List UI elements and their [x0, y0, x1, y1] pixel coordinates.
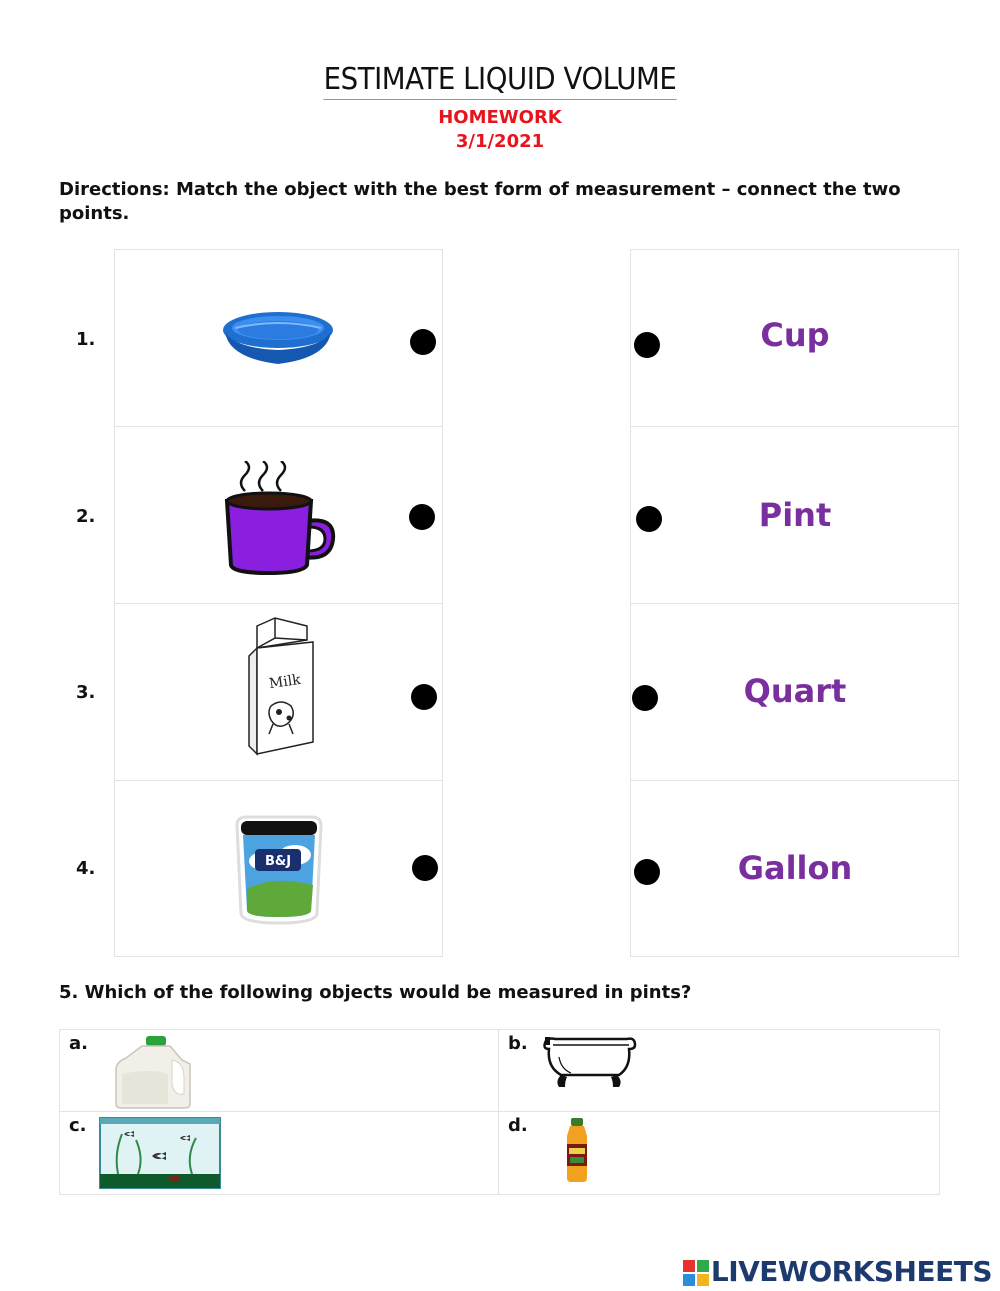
object-cell-2 [115, 427, 442, 604]
liveworksheets-mark-icon [683, 1260, 709, 1286]
milk-carton-icon [245, 616, 319, 758]
option-a[interactable] [60, 1030, 499, 1112]
option-d[interactable] [499, 1112, 939, 1194]
option-c-label: c. [69, 1115, 87, 1136]
milk-carton-label: Milk [268, 671, 302, 693]
row-number-4: 4. [76, 858, 96, 879]
option-b[interactable] [499, 1030, 939, 1112]
juice-bottle-icon [561, 1116, 593, 1184]
left-connect-point-2[interactable] [409, 504, 435, 530]
left-connect-point-1[interactable] [410, 329, 436, 355]
directions-text: Directions: Match the object with the best form of measurement – connect the two points. [59, 179, 901, 224]
option-c[interactable] [60, 1112, 499, 1194]
measurement-quart: Quart [743, 672, 847, 710]
option-b-label: b. [508, 1033, 528, 1054]
option-d-label: d. [508, 1115, 528, 1136]
aquarium-icon [98, 1116, 222, 1192]
left-connect-point-3[interactable] [411, 684, 437, 710]
question-5-options-grid [59, 1029, 940, 1195]
object-cell-3 [115, 604, 442, 781]
page-title: ESTIMATE LIQUID VOLUME [40, 62, 960, 97]
liveworksheets-logo [683, 1255, 992, 1288]
option-a-label: a. [69, 1033, 88, 1054]
row-number-3: 3. [76, 682, 96, 703]
objects-column [114, 249, 443, 957]
measurement-cup: Cup [760, 316, 830, 354]
row-number-2: 2. [76, 506, 96, 527]
question-5-prompt: 5. Which of the following objects would be measured in pints? [59, 982, 692, 1003]
wading-pool-icon [221, 308, 335, 370]
homework-label: HOMEWORK [438, 107, 562, 128]
date-label: 3/1/2021 [455, 131, 545, 152]
ice-cream-pint-icon [233, 815, 325, 925]
measurement-gallon: Gallon [737, 849, 853, 887]
coffee-mug-icon [223, 461, 337, 577]
bathtub-icon [541, 1033, 637, 1091]
measurement-pint: Pint [758, 496, 832, 534]
object-cell-1 [115, 250, 442, 427]
ice-cream-brand-label: B&J [264, 854, 292, 869]
left-connect-point-4[interactable] [412, 855, 438, 881]
liveworksheets-logo-text: LIVEWORKSHEETS [710, 1255, 992, 1288]
gallon-jug-icon [112, 1034, 196, 1110]
object-cell-4 [115, 781, 442, 958]
row-number-1: 1. [76, 329, 96, 350]
